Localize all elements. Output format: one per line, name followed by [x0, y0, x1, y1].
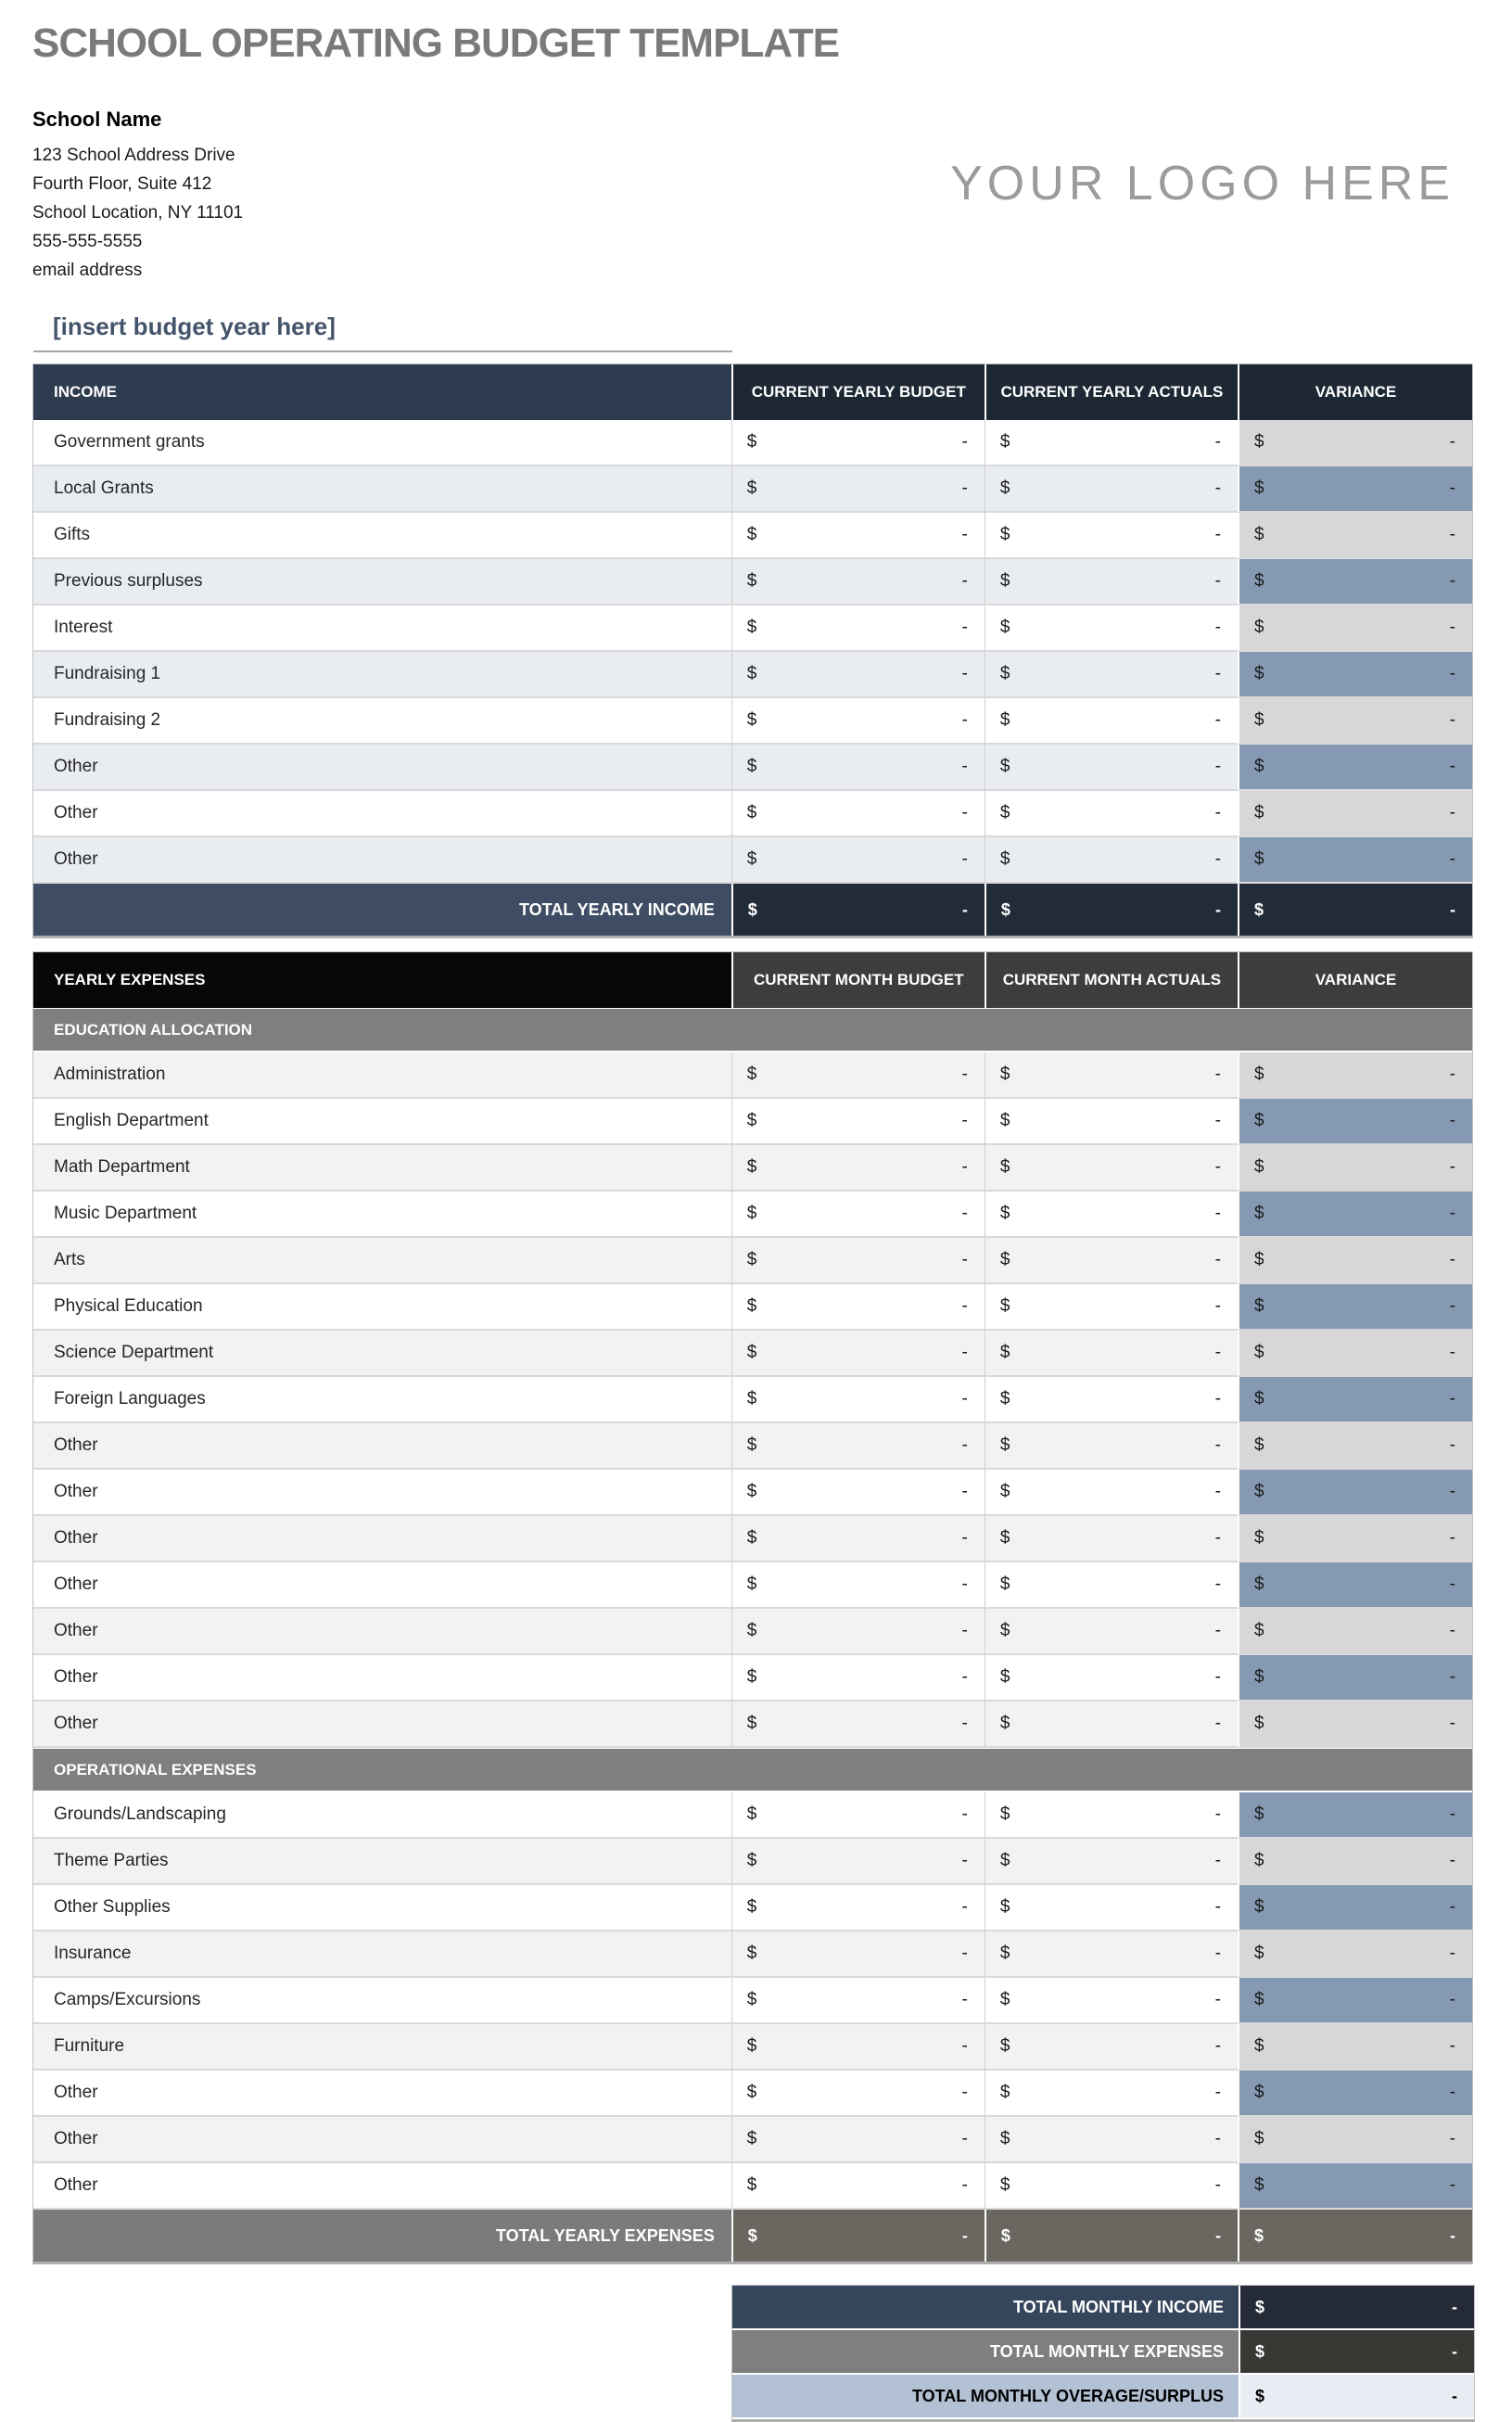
expense-item-row: [33, 1423, 1472, 1470]
income-item-label: Other: [33, 791, 731, 837]
summary-value-cell: $ -: [1239, 2330, 1474, 2375]
expense-item-budget-cell: $ -: [731, 2024, 985, 2071]
expense-item-row: [33, 1839, 1472, 1885]
income-item-budget-cell: $ -: [731, 745, 985, 791]
expense-item-variance-cell: $ -: [1238, 1562, 1472, 1609]
expense-item-label: Other: [33, 1562, 731, 1609]
income-item-actuals-cell: $ -: [985, 745, 1238, 791]
income-total-budget-cell: $ -: [731, 884, 985, 936]
expense-item-row: [33, 1562, 1472, 1609]
expense-item-budget-cell: $ -: [731, 1238, 985, 1284]
expense-item-actuals-cell: $ -: [985, 1377, 1238, 1423]
expenses-section-label: EDUCATION ALLOCATION: [33, 1008, 1472, 1052]
income-item-row: [33, 606, 1472, 652]
income-item-budget-cell: $ -: [731, 420, 985, 466]
expense-item-actuals-cell: $ -: [985, 1423, 1238, 1470]
income-item-variance-cell: $ -: [1238, 559, 1472, 606]
expense-item-budget-cell: $ -: [731, 1978, 985, 2024]
expense-item-row: [33, 2117, 1472, 2163]
expense-item-actuals-cell: $ -: [985, 1839, 1238, 1885]
expense-item-label: Physical Education: [33, 1284, 731, 1331]
income-header-budget: CURRENT YEARLY BUDGET: [731, 364, 985, 420]
expenses-table: [32, 951, 1473, 2264]
expense-item-row: [33, 1099, 1472, 1145]
expense-item-label: Camps/Excursions: [33, 1978, 731, 2024]
income-header-row: [33, 364, 1472, 420]
expense-item-label: Administration: [33, 1052, 731, 1099]
expense-item-variance-cell: $ -: [1238, 1516, 1472, 1562]
expense-item-label: Foreign Languages: [33, 1377, 731, 1423]
expense-item-row: [33, 1885, 1472, 1931]
expense-item-budget-cell: $ -: [731, 1702, 985, 1748]
income-item-label: Other: [33, 837, 731, 884]
expense-item-budget-cell: $ -: [731, 1423, 985, 1470]
expense-item-actuals-cell: $ -: [985, 1655, 1238, 1702]
expense-item-row: [33, 1192, 1472, 1238]
expense-item-variance-cell: $ -: [1238, 1192, 1472, 1238]
budget-year-placeholder: [insert budget year here]: [53, 312, 336, 340]
expense-item-budget-cell: $ -: [731, 1931, 985, 1978]
expense-item-budget-cell: $ -: [731, 1099, 985, 1145]
expense-item-actuals-cell: $ -: [985, 1702, 1238, 1748]
expense-item-label: Other: [33, 1702, 731, 1748]
expense-item-label: Music Department: [33, 1192, 731, 1238]
expense-item-variance-cell: $ -: [1238, 2071, 1472, 2117]
expense-item-row: [33, 1792, 1472, 1839]
expense-item-label: Other: [33, 1470, 731, 1516]
school-address-line: Fourth Floor, Suite 412: [32, 174, 212, 194]
expense-item-budget-cell: $ -: [731, 1516, 985, 1562]
expense-item-variance-cell: $ -: [1238, 1331, 1472, 1377]
expense-item-actuals-cell: $ -: [985, 1099, 1238, 1145]
expense-item-label: Other: [33, 1423, 731, 1470]
expense-item-label: Other: [33, 2163, 731, 2210]
income-item-row: [33, 698, 1472, 745]
expense-item-row: [33, 1331, 1472, 1377]
summary-label: TOTAL MONTHLY INCOME: [732, 2286, 1239, 2330]
expense-item-row: [33, 1609, 1472, 1655]
expense-item-row: [33, 1284, 1472, 1331]
expense-item-label: Other: [33, 1655, 731, 1702]
income-item-row: [33, 559, 1472, 606]
expenses-section-row: [33, 1748, 1472, 1792]
expense-item-actuals-cell: $ -: [985, 1052, 1238, 1099]
expense-item-variance-cell: $ -: [1238, 1609, 1472, 1655]
divider-rule: [33, 351, 732, 352]
expense-item-budget-cell: $ -: [731, 1609, 985, 1655]
expense-item-budget-cell: $ -: [731, 1145, 985, 1192]
expense-item-variance-cell: $ -: [1238, 1792, 1472, 1839]
page: [32, 0, 1473, 2422]
expense-item-row: [33, 1655, 1472, 1702]
income-item-label: Gifts: [33, 513, 731, 559]
expenses-total-variance-cell: $ -: [1238, 2210, 1472, 2262]
income-item-variance-cell: $ -: [1238, 466, 1472, 513]
expenses-header-actuals: CURRENT MONTH ACTUALS: [985, 952, 1238, 1008]
expense-item-budget-cell: $ -: [731, 2117, 985, 2163]
income-item-actuals-cell: $ -: [985, 559, 1238, 606]
income-item-label: Fundraising 1: [33, 652, 731, 698]
expense-item-row: [33, 1978, 1472, 2024]
income-item-actuals-cell: $ -: [985, 791, 1238, 837]
income-header-actuals: CURRENT YEARLY ACTUALS: [985, 364, 1238, 420]
expense-item-actuals-cell: $ -: [985, 2024, 1238, 2071]
expense-item-variance-cell: $ -: [1238, 1978, 1472, 2024]
expense-item-row: [33, 1052, 1472, 1099]
expense-item-row: [33, 2024, 1472, 2071]
income-item-row: [33, 745, 1472, 791]
logo-placeholder: YOUR LOGO HERE: [950, 157, 1455, 210]
expense-item-variance-cell: $ -: [1238, 1052, 1472, 1099]
expense-item-variance-cell: $ -: [1238, 1377, 1472, 1423]
expense-item-variance-cell: $ -: [1238, 1655, 1472, 1702]
school-name: School Name: [32, 108, 162, 131]
expense-item-row: [33, 1377, 1472, 1423]
income-item-actuals-cell: $ -: [985, 652, 1238, 698]
income-item-budget-cell: $ -: [731, 559, 985, 606]
summary-label: TOTAL MONTHLY OVERAGE/SURPLUS: [732, 2375, 1239, 2419]
expense-item-actuals-cell: $ -: [985, 1238, 1238, 1284]
income-item-actuals-cell: $ -: [985, 466, 1238, 513]
expense-item-budget-cell: $ -: [731, 1839, 985, 1885]
summary-row: [732, 2375, 1474, 2419]
income-item-variance-cell: $ -: [1238, 606, 1472, 652]
income-item-row: [33, 513, 1472, 559]
expense-item-actuals-cell: $ -: [985, 1885, 1238, 1931]
expense-item-actuals-cell: $ -: [985, 1284, 1238, 1331]
income-total-actuals-cell: $ -: [985, 884, 1238, 936]
expense-item-budget-cell: $ -: [731, 1377, 985, 1423]
expense-item-label: Grounds/Landscaping: [33, 1792, 731, 1839]
expense-item-variance-cell: $ -: [1238, 1238, 1472, 1284]
income-item-budget-cell: $ -: [731, 698, 985, 745]
income-item-budget-cell: $ -: [731, 652, 985, 698]
monthly-summary-table: [731, 2285, 1475, 2422]
expense-item-variance-cell: $ -: [1238, 1931, 1472, 1978]
expense-item-row: [33, 1470, 1472, 1516]
expense-item-row: [33, 1516, 1472, 1562]
expense-item-budget-cell: $ -: [731, 1192, 985, 1238]
expense-item-row: [33, 2071, 1472, 2117]
income-item-variance-cell: $ -: [1238, 698, 1472, 745]
expense-item-label: Other: [33, 2117, 731, 2163]
expense-item-actuals-cell: $ -: [985, 2163, 1238, 2210]
expense-item-actuals-cell: $ -: [985, 1192, 1238, 1238]
summary-row: [732, 2286, 1474, 2330]
expense-item-actuals-cell: $ -: [985, 1331, 1238, 1377]
expense-item-budget-cell: $ -: [731, 1792, 985, 1839]
expense-item-label: Other: [33, 2071, 731, 2117]
income-item-label: Interest: [33, 606, 731, 652]
income-item-actuals-cell: $ -: [985, 837, 1238, 884]
expense-item-budget-cell: $ -: [731, 1885, 985, 1931]
income-item-label: Local Grants: [33, 466, 731, 513]
income-item-variance-cell: $ -: [1238, 791, 1472, 837]
income-item-budget-cell: $ -: [731, 791, 985, 837]
income-item-budget-cell: $ -: [731, 837, 985, 884]
expense-item-label: Theme Parties: [33, 1839, 731, 1885]
expenses-header-label: YEARLY EXPENSES: [33, 952, 731, 1008]
summary-value-cell: $ -: [1239, 2286, 1474, 2330]
expense-item-variance-cell: $ -: [1238, 1099, 1472, 1145]
income-item-row: [33, 791, 1472, 837]
expense-item-actuals-cell: $ -: [985, 1516, 1238, 1562]
expense-item-row: [33, 1238, 1472, 1284]
school-phone: 555-555-5555: [32, 232, 143, 251]
expense-item-budget-cell: $ -: [731, 1655, 985, 1702]
expense-item-actuals-cell: $ -: [985, 2071, 1238, 2117]
income-header-label: INCOME: [33, 364, 731, 420]
expenses-section-row: [33, 1008, 1472, 1052]
income-item-actuals-cell: $ -: [985, 420, 1238, 466]
income-item-label: Other: [33, 745, 731, 791]
income-item-variance-cell: $ -: [1238, 745, 1472, 791]
summary-row: [732, 2330, 1474, 2375]
expense-item-label: Other Supplies: [33, 1885, 731, 1931]
expense-item-actuals-cell: $ -: [985, 1145, 1238, 1192]
expenses-total-actuals-cell: $ -: [985, 2210, 1238, 2262]
school-email: email address: [32, 261, 143, 280]
expense-item-label: Other: [33, 1516, 731, 1562]
expense-item-row: [33, 1145, 1472, 1192]
expense-item-budget-cell: $ -: [731, 2071, 985, 2117]
expense-item-budget-cell: $ -: [731, 1470, 985, 1516]
expense-item-actuals-cell: $ -: [985, 1609, 1238, 1655]
expense-item-actuals-cell: $ -: [985, 1931, 1238, 1978]
expense-item-variance-cell: $ -: [1238, 1885, 1472, 1931]
income-item-row: [33, 420, 1472, 466]
income-item-variance-cell: $ -: [1238, 837, 1472, 884]
expense-item-label: Math Department: [33, 1145, 731, 1192]
expense-item-budget-cell: $ -: [731, 2163, 985, 2210]
expense-item-variance-cell: $ -: [1238, 2024, 1472, 2071]
expense-item-actuals-cell: $ -: [985, 1792, 1238, 1839]
income-item-variance-cell: $ -: [1238, 513, 1472, 559]
expense-item-row: [33, 2163, 1472, 2210]
expenses-header-variance: VARIANCE: [1238, 952, 1472, 1008]
expense-item-budget-cell: $ -: [731, 1562, 985, 1609]
expense-item-budget-cell: $ -: [731, 1052, 985, 1099]
income-total-variance-cell: $ -: [1238, 884, 1472, 936]
expense-item-label: Arts: [33, 1238, 731, 1284]
expense-item-variance-cell: $ -: [1238, 1702, 1472, 1748]
summary-value-cell: $ -: [1239, 2375, 1474, 2419]
expense-item-actuals-cell: $ -: [985, 1978, 1238, 2024]
expense-item-actuals-cell: $ -: [985, 1562, 1238, 1609]
expenses-total-budget-cell: $ -: [731, 2210, 985, 2262]
income-item-actuals-cell: $ -: [985, 698, 1238, 745]
summary-label: TOTAL MONTHLY EXPENSES: [732, 2330, 1239, 2375]
page-title: SCHOOL OPERATING BUDGET TEMPLATE: [32, 20, 840, 66]
expense-item-label: English Department: [33, 1099, 731, 1145]
expense-item-row: [33, 1931, 1472, 1978]
expenses-header-budget: CURRENT MONTH BUDGET: [731, 952, 985, 1008]
expenses-section-label: OPERATIONAL EXPENSES: [33, 1748, 1472, 1792]
income-header-variance: VARIANCE: [1238, 364, 1472, 420]
expense-item-variance-cell: $ -: [1238, 1423, 1472, 1470]
income-total-row: [33, 884, 1472, 936]
income-item-variance-cell: $ -: [1238, 420, 1472, 466]
expense-item-row: [33, 1702, 1472, 1748]
expense-item-variance-cell: $ -: [1238, 2163, 1472, 2210]
income-total-label: TOTAL YEARLY INCOME: [33, 884, 731, 936]
income-item-budget-cell: $ -: [731, 466, 985, 513]
expense-item-variance-cell: $ -: [1238, 2117, 1472, 2163]
income-item-label: Fundraising 2: [33, 698, 731, 745]
expense-item-variance-cell: $ -: [1238, 1145, 1472, 1192]
expenses-total-label: TOTAL YEARLY EXPENSES: [33, 2210, 731, 2262]
income-item-label: Government grants: [33, 420, 731, 466]
expense-item-budget-cell: $ -: [731, 1284, 985, 1331]
income-item-actuals-cell: $ -: [985, 513, 1238, 559]
expense-item-label: Furniture: [33, 2024, 731, 2071]
income-item-actuals-cell: $ -: [985, 606, 1238, 652]
expenses-total-row: [33, 2210, 1472, 2262]
income-item-budget-cell: $ -: [731, 606, 985, 652]
expense-item-actuals-cell: $ -: [985, 1470, 1238, 1516]
income-item-label: Previous surpluses: [33, 559, 731, 606]
expense-item-variance-cell: $ -: [1238, 1284, 1472, 1331]
income-item-row: [33, 837, 1472, 884]
income-item-budget-cell: $ -: [731, 513, 985, 559]
income-item-variance-cell: $ -: [1238, 652, 1472, 698]
expense-item-actuals-cell: $ -: [985, 2117, 1238, 2163]
expenses-header-row: [33, 952, 1472, 1008]
school-address-line: 123 School Address Drive: [32, 146, 235, 165]
expense-item-variance-cell: $ -: [1238, 1470, 1472, 1516]
income-item-row: [33, 466, 1472, 513]
school-address-line: School Location, NY 11101: [32, 203, 244, 223]
expense-item-budget-cell: $ -: [731, 1331, 985, 1377]
expense-item-label: Science Department: [33, 1331, 731, 1377]
income-item-row: [33, 652, 1472, 698]
income-table: [32, 363, 1473, 938]
expense-item-variance-cell: $ -: [1238, 1839, 1472, 1885]
expense-item-label: Insurance: [33, 1931, 731, 1978]
expense-item-label: Other: [33, 1609, 731, 1655]
